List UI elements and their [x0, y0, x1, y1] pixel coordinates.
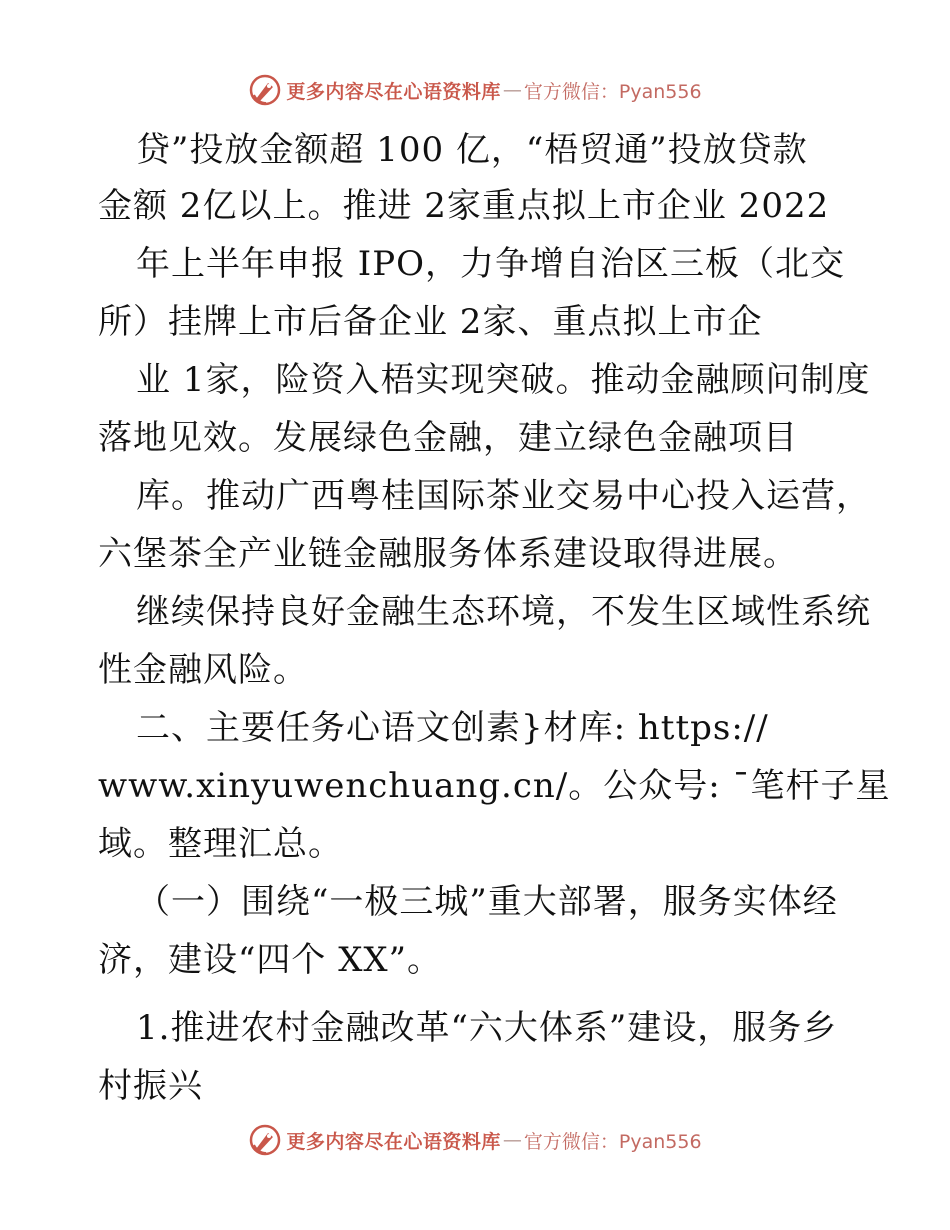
text-line: 二、主要任务心语文创素}材库: https://	[136, 708, 769, 748]
watermark-main-text: 更多内容尽在心语资料库	[286, 80, 501, 103]
text-line: 性金融风险。	[98, 650, 308, 690]
text-line: 贷”投放金额超 100 亿，“梧贸通”投放贷款	[136, 130, 808, 170]
text-line: （一）围绕“一极三城”重大部署，服务实体经	[136, 882, 838, 922]
watermark-header	[0, 70, 950, 110]
watermark-separator: —	[502, 1129, 522, 1151]
watermark-main-text: 更多内容尽在心语资料库	[286, 1130, 501, 1153]
pen-nib-icon	[248, 73, 282, 107]
pen-nib-icon	[248, 1123, 282, 1157]
watermark-footer	[0, 1120, 950, 1160]
text-line: 年上半年申报 IPO，力争增自治区三板（北交	[136, 244, 845, 284]
text-line: 济，建设“四个 XX”。	[98, 940, 442, 980]
text-line: www.xinyuwenchuang.cn/。公众号: ¯笔杆子星	[98, 766, 891, 806]
text-line: 继续保持良好金融生态环境，不发生区域性系统	[136, 592, 871, 632]
text-line: 1.推进农村金融改革“六大体系”建设，服务乡	[136, 1008, 838, 1048]
text-line: 落地见效。发展绿色金融，建立绿色金融项目	[98, 418, 798, 458]
text-line: 域。整理汇总。	[98, 824, 343, 864]
text-line: 村振兴	[98, 1066, 203, 1106]
text-line: 库。推动广西粤桂国际茶业交易中心投入运营，	[136, 476, 871, 516]
watermark-contact-text: 官方微信：Pyan556	[523, 1130, 702, 1153]
text-line: 业 1家，险资入梧实现突破。推动金融顾问制度	[136, 360, 871, 400]
text-line: 六堡茶全产业链金融服务体系建设取得进展。	[98, 534, 798, 574]
text-line: 所）挂牌上市后备企业 2家、重点拟上市企	[98, 302, 763, 342]
watermark-contact-text: 官方微信：Pyan556	[523, 80, 702, 103]
text-line: 金额 2亿以上。推进 2家重点拟上市企业 2022	[98, 186, 830, 226]
watermark-separator: —	[502, 79, 522, 101]
